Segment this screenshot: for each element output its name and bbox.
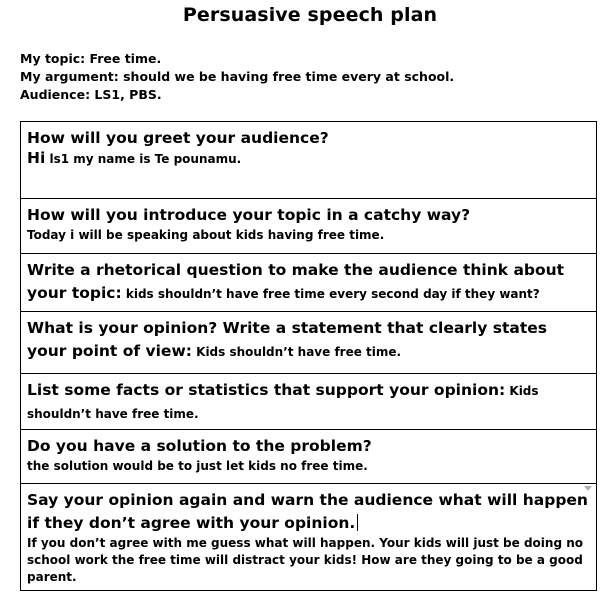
- table-cell-greeting[interactable]: [21, 122, 597, 199]
- answer-opinion[interactable]: Kids shouldn’t have free time.: [191, 345, 402, 359]
- question-opinion-text: What is your opinion? Write a statement that clearly states your point of view:: [27, 319, 547, 360]
- question-solution: Do you have a solution to the problem?: [27, 437, 372, 455]
- table-cell-facts[interactable]: [21, 374, 597, 430]
- table-row-warning: [21, 484, 597, 591]
- answer-rhetorical[interactable]: kids shouldn’t have free time every second day if they want?: [121, 287, 540, 301]
- speech-meta: [20, 50, 454, 104]
- table-cell-warning[interactable]: [21, 484, 597, 591]
- text-cursor-icon: [357, 514, 358, 531]
- scroll-down-arrow-icon[interactable]: [584, 486, 592, 491]
- table-cell-rhetorical-question[interactable]: [21, 254, 597, 312]
- answer-greeting-text: ls1 my name is Te pounamu.: [45, 152, 242, 166]
- table-row-facts: [21, 374, 597, 430]
- question-facts-text: List some facts or statistics that support your opinion:: [27, 381, 506, 399]
- table-row-rhetorical-question: [21, 254, 597, 312]
- answer-solution[interactable]: the solution would be to just let kids no free time.: [27, 459, 368, 473]
- question-warning: [27, 489, 590, 535]
- question-rhetorical: [27, 259, 590, 305]
- table-cell-solution[interactable]: [21, 430, 597, 484]
- argument-line[interactable]: My argument: should we be having free time every at school.: [20, 69, 455, 84]
- question-warning-text: Say your opinion again and warn the audience what will happen if they don’t agree with your opinion.: [27, 491, 588, 532]
- audience-line[interactable]: Audience: LS1, PBS.: [20, 87, 162, 102]
- answer-warning[interactable]: If you don’t agree with me guess what will happen. Your kids will just be doing no school work the free time will distract your kids! How are they going to be a good parent.: [27, 536, 583, 584]
- table-cell-opinion[interactable]: [21, 312, 597, 374]
- question-facts: [27, 379, 590, 425]
- topic-line[interactable]: My topic: Free time.: [20, 51, 162, 66]
- table-row-solution: [21, 430, 597, 484]
- question-introduction: How will you introduce your topic in a catchy way?: [27, 206, 471, 224]
- document-title: Persuasive speech plan: [182, 4, 438, 26]
- table-cell-introduction[interactable]: [21, 199, 597, 254]
- question-opinion: [27, 317, 590, 363]
- question-greeting: How will you greet your audience?: [27, 129, 329, 147]
- table-row-greeting: [21, 122, 597, 199]
- speech-plan-table: [20, 121, 597, 591]
- table-row-opinion: [21, 312, 597, 374]
- answer-introduction[interactable]: Today i will be speaking about kids having free time.: [27, 228, 385, 242]
- table-row-introduction: [21, 199, 597, 254]
- answer-greeting-word: Hi: [27, 149, 46, 167]
- question-rhetorical-text: Write a rhetorical question to make the audience think about your topic:: [27, 261, 565, 302]
- answer-facts[interactable]: Kids shouldn’t have free time.: [27, 384, 539, 421]
- answer-greeting[interactable]: [27, 150, 590, 168]
